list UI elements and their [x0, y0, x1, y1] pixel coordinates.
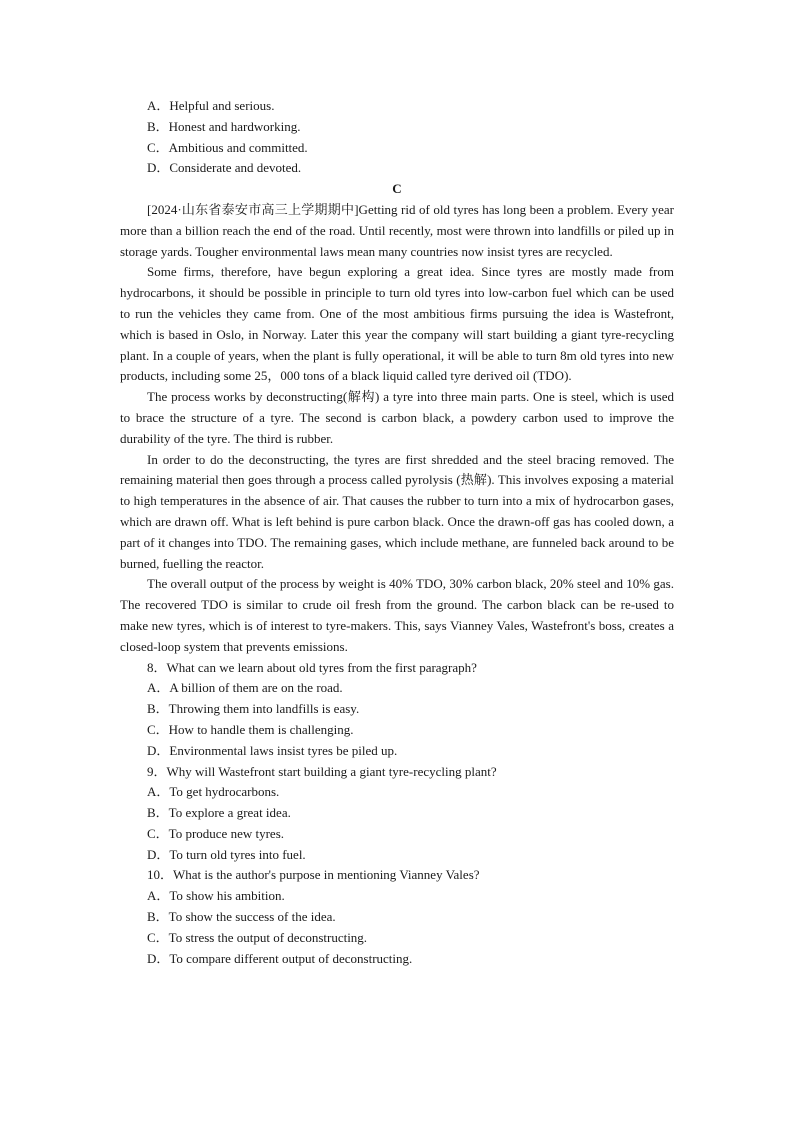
option-b: B．Throwing them into landfills is easy. — [147, 701, 360, 717]
option-d: D．To compare different output of deconstructing. — [147, 950, 413, 966]
question-stem: 8．What can we learn about old tyres from the first paragraph? — [147, 659, 477, 675]
question-9 — [120, 762, 674, 866]
question-8 — [120, 658, 674, 762]
option-d: D．Considerate and devoted. — [147, 160, 302, 176]
previous-question-options — [120, 96, 674, 179]
passage-paragraph-4: In order to do the deconstructing, the tyres are first shredded and the steel bracing removed. The remaining material then goes through a process called pyrolysis (热解). This involves exposing a material to high temperatures in the absence of air. That causes the rubber to turn into a mix of hydrocarbon gases, which are drawn off. What is left behind is pure carbon black. Once the drawn-off gas has cooled down, a part of it changes into TDO. The remaining gases, which include methane, are funneled back around to be burned, fuelling the reactor. — [120, 451, 674, 571]
question-10 — [120, 865, 674, 969]
option-b: B．Honest and hardworking. — [147, 118, 301, 134]
passage-paragraph-2: Some firms, therefore, have begun exploring a great idea. Since tyres are mostly made from hydrocarbons, it should be possible in principle to turn old tyres into low-carbon fuel which can be used to run the vehicles they came from. One of the most ambitious firms pursuing the idea is Wastefront, which is based in Oslo, in Norway. Later this year the company will start building a giant tyre-recycling plant. In a couple of years, when the plant is fully operational, it will be able to turn 8m old tyres into new products, including some 25，000 tons of a black liquid called tyre derived oil (TDO). — [120, 264, 674, 384]
passage-paragraph-1: [2024·山东省泰安市高三上学期期中]Getting rid of old tyres has long been a problem. Every year more than a billion reach the end of the road. Until recently, most were thrown into landfills or piled up in storage yards. Tougher environmental laws mean many countries now insist tyres are recycled. — [120, 201, 674, 259]
question-stem: 9．Why will Wastefront start building a giant tyre-recycling plant? — [147, 763, 497, 779]
option-c: C．Ambitious and committed. — [147, 139, 308, 155]
option-d: D．Environmental laws insist tyres be piled up. — [147, 742, 398, 758]
passage — [120, 200, 674, 658]
option-c: C．To produce new tyres. — [147, 825, 285, 841]
option-b: B．To show the success of the idea. — [147, 909, 336, 925]
option-a: A．To get hydrocarbons. — [147, 784, 280, 800]
question-stem: 10．What is the author's purpose in mentioning Vianney Vales? — [147, 867, 480, 883]
option-b: B．To explore a great idea. — [147, 805, 291, 821]
option-a: A．Helpful and serious. — [147, 98, 275, 113]
option-c: C．How to handle them is challenging. — [147, 721, 354, 737]
passage-paragraph-5: The overall output of the process by weight is 40% TDO, 30% carbon black, 20% steel and 10% gas. The recovered TDO is similar to crude oil fresh from the ground. The carbon black can be re-used to make new tyres, which is of interest to tyre-makers. This, says Vianney Vales, Wastefront's boss, creates a closed-loop system that prevents emissions. — [120, 576, 674, 654]
option-c: C．To stress the output of deconstructing. — [147, 929, 368, 945]
section-title: C — [392, 181, 402, 197]
passage-paragraph-3: The process works by deconstructing(解构) a tyre into three main parts. One is steel, which is used to brace the structure of a tyre. The second is carbon black, a powdery carbon used to improve the durability of the tyre. The third is rubber. — [120, 389, 674, 446]
document-page — [120, 96, 674, 969]
option-d: D．To turn old tyres into fuel. — [147, 846, 306, 862]
option-a: A．To show his ambition. — [147, 888, 285, 904]
option-a: A．A billion of them are on the road. — [147, 680, 343, 696]
